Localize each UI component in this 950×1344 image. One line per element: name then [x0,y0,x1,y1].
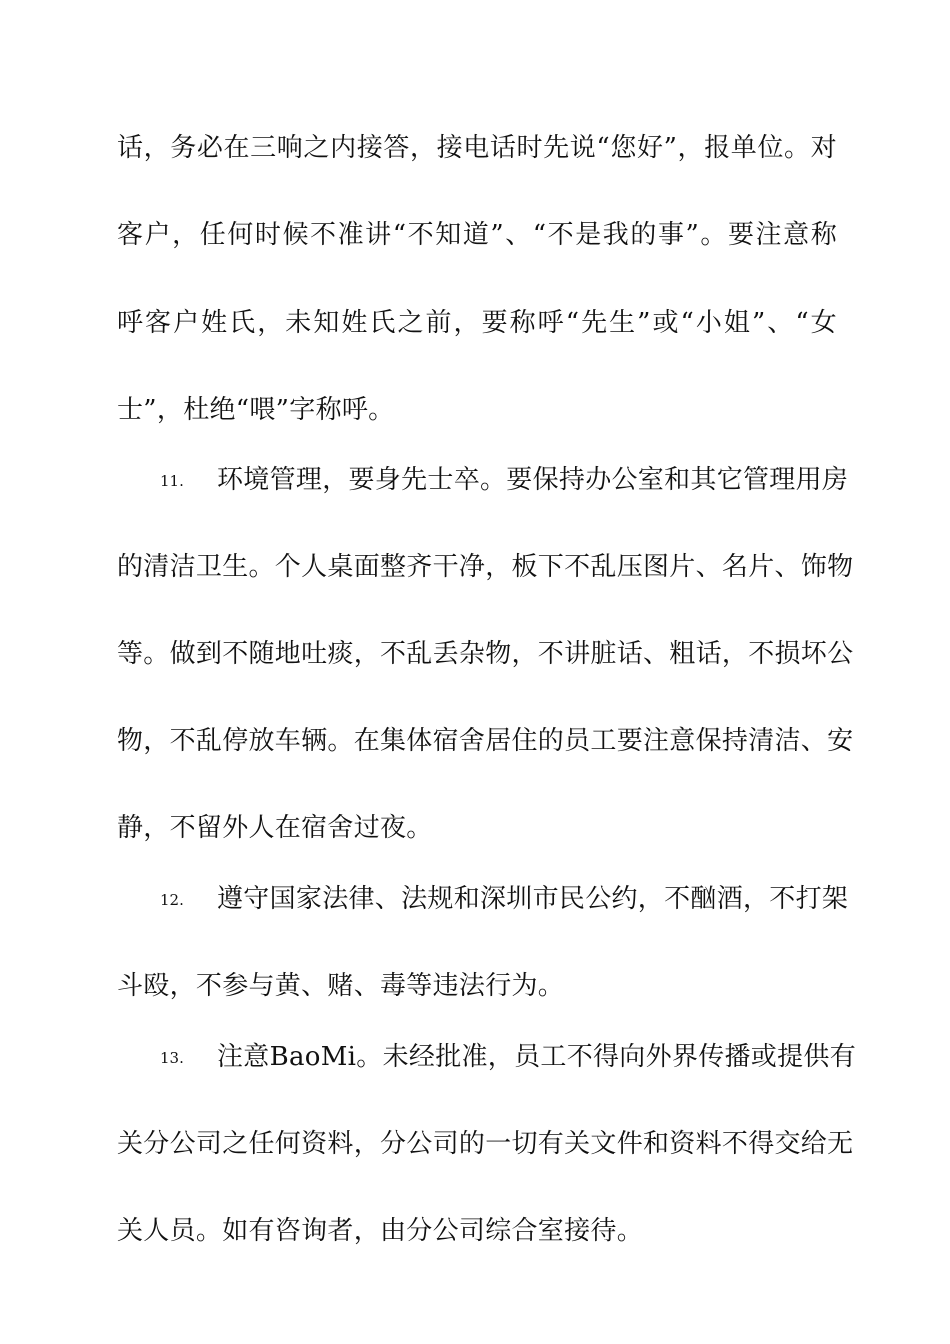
text-line: 客户，任何时候不准讲“不知道”、“不是我的事”。要注意称 [117,220,837,250]
text-line: 话，务必在三响之内接答，接电话时先说“您好”，报单位。对 [117,133,837,163]
item-number: 12. [160,891,184,909]
text-line: 的清洁卫生。个人桌面整齐干净，板下不乱压图片、名片、饰物 [117,552,854,582]
text-line: 关分公司之任何资料，分公司的一切有关文件和资料不得交给无 [117,1129,854,1159]
text-line: 关人员。如有咨询者，由分公司综合室接待。 [117,1216,644,1246]
text-line: 等。做到不随地吐痰，不乱丢杂物，不讲脏话、粗话，不损坏公 [117,639,854,669]
item-first-line: 遵守国家法律、法规和深圳市民公约，不酗酒，不打架 [217,884,849,914]
item-number: 11. [160,472,184,490]
text-line: 物，不乱停放车辆。在集体宿舍居住的员工要注意保持清洁、安 [117,726,854,756]
text-line: 呼客户姓氏，未知姓氏之前，要称呼“先生”或“小姐”、“女 [117,308,837,338]
text-line: 静，不留外人在宿舍过夜。 [117,813,433,843]
item-number: 13. [160,1049,184,1067]
item-first-line: 环境管理，要身先士卒。要保持办公室和其它管理用房 [217,465,849,495]
text-line: 士”，杜绝“喂”字称呼。 [117,395,395,425]
text-line: 斗殴，不参与黄、赌、毒等违法行为。 [117,971,565,1001]
item-first-line: 注意BaoMi。未经批准，员工不得向外界传播或提供有 [217,1042,856,1072]
